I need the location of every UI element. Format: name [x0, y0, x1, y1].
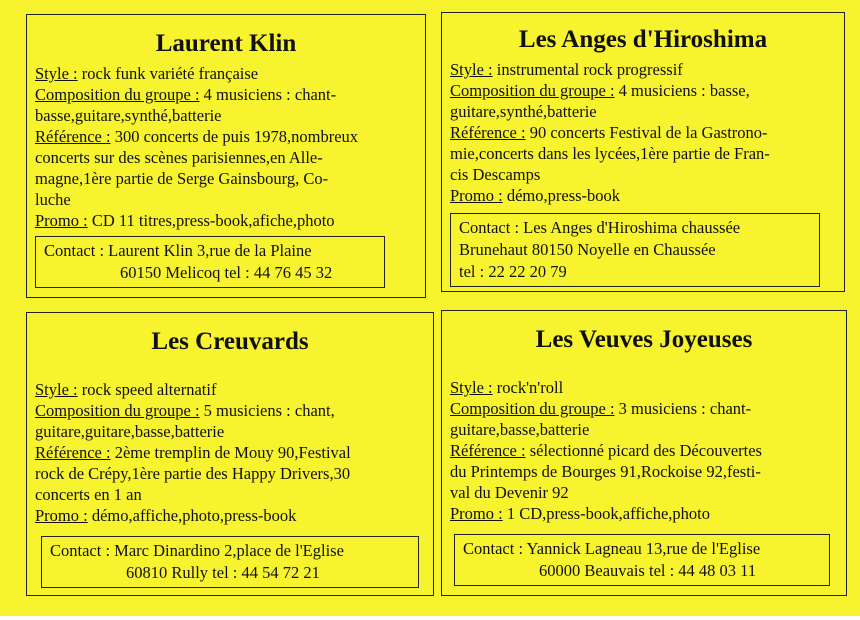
promo-label: Promo : [450, 186, 503, 205]
composition-value: 5 musiciens : chant, [199, 401, 335, 420]
promo-value: démo,affiche,photo,press-book [87, 506, 297, 525]
style-line [450, 377, 838, 398]
reference-line [450, 122, 836, 143]
reference-value: 2ème tremplin de Mouy 90,Festival [110, 443, 351, 462]
composition-label: Composition du groupe : [450, 399, 615, 418]
reference-value: sélectionné picard des Découvertes [525, 441, 762, 460]
band-name: Les Veuves Joyeuses [535, 326, 753, 353]
composition-continued: basse,guitare,synthé,batterie [35, 106, 222, 125]
promo-line [450, 185, 836, 206]
band-card-veuves-joyeuses [441, 310, 847, 596]
reference-continued: mie,concerts dans les lycées,1ère partie de Fran- [450, 144, 770, 163]
reference-value: 90 concerts Festival de la Gastrono- [525, 123, 768, 142]
composition-line [35, 400, 425, 421]
style-label: Style : [35, 64, 78, 83]
reference-continued: concerts sur des scènes parisiennes,en Alle- [35, 148, 323, 167]
promo-line [35, 210, 417, 231]
composition-value: 4 musiciens : basse, [614, 81, 750, 100]
reference-label: Référence : [450, 123, 526, 142]
style-label: Style : [35, 380, 78, 399]
style-value: rock'n'roll [492, 378, 564, 397]
composition-value: 3 musiciens : chant- [614, 399, 752, 418]
promo-label: Promo : [35, 506, 88, 525]
reference-continued: val du Devenir 92 [450, 483, 569, 502]
band-card-laurent-klin [26, 14, 426, 298]
contact-box [450, 213, 820, 287]
promo-label: Promo : [35, 211, 88, 230]
style-line [35, 63, 417, 84]
contact-line: tel : 22 22 20 79 [459, 262, 567, 281]
composition-label: Composition du groupe : [35, 401, 200, 420]
style-line [450, 59, 836, 80]
composition-continued: guitare,synthé,batterie [450, 102, 597, 121]
reference-line [35, 442, 425, 463]
band-name: Laurent Klin [155, 30, 297, 57]
band-card-les-creuvards [26, 312, 434, 596]
reference-label: Référence : [35, 127, 111, 146]
reference-continued: luche [35, 190, 71, 209]
reference-continued: concerts en 1 an [35, 485, 142, 504]
reference-continued: magne,1ère partie de Serge Gainsbourg, Co- [35, 169, 329, 188]
contact-line: 60810 Rully tel : 44 54 72 21 [126, 563, 320, 582]
promo-value: CD 11 titres,press-book,afiche,photo [87, 211, 335, 230]
contact-line: 60150 Melicoq tel : 44 76 45 32 [120, 263, 333, 282]
reference-line [35, 126, 417, 147]
promo-value: 1 CD,press-book,affiche,photo [502, 504, 710, 523]
reference-continued: rock de Crépy,1ère partie des Happy Drivers,30 [35, 464, 351, 483]
style-line [35, 379, 425, 400]
promo-line [35, 505, 425, 526]
style-value: rock funk variété française [77, 64, 259, 83]
contact-line: Contact : Yannick Lagneau 13,rue de l'Eglise [463, 539, 761, 558]
reference-value: 300 concerts de puis 1978,nombreux [110, 127, 359, 146]
contact-box [454, 534, 830, 586]
style-value: rock speed alternatif [77, 380, 217, 399]
reference-continued: du Printemps de Bourges 91,Rockoise 92,festi- [450, 462, 761, 481]
contact-line: Contact : Laurent Klin 3,rue de la Plaine [44, 241, 312, 260]
contact-line: 60000 Beauvais tel : 44 48 03 11 [539, 561, 757, 580]
band-name: Les Anges d'Hiroshima [518, 26, 768, 53]
composition-line [450, 398, 838, 419]
reference-label: Référence : [450, 441, 526, 460]
promo-value: démo,press-book [502, 186, 621, 205]
contact-line: Contact : Marc Dinardino 2,place de l'Eglise [50, 541, 344, 560]
band-name: Les Creuvards [151, 328, 309, 355]
reference-line [450, 440, 838, 461]
composition-value: 4 musiciens : chant- [199, 85, 337, 104]
composition-continued: guitare,basse,batterie [450, 420, 590, 439]
contact-line: Brunehaut 80150 Noyelle en Chaussée [459, 240, 716, 259]
style-label: Style : [450, 60, 493, 79]
contact-line: Contact : Les Anges d'Hiroshima chaussée [459, 218, 741, 237]
composition-line [450, 80, 836, 101]
composition-line [35, 84, 417, 105]
band-card-anges-hiroshima [441, 12, 845, 292]
composition-continued: guitare,guitare,basse,batterie [35, 422, 225, 441]
style-value: instrumental rock progressif [492, 60, 683, 79]
promo-line [450, 503, 838, 524]
reference-continued: cis Descamps [450, 165, 541, 184]
reference-label: Référence : [35, 443, 111, 462]
contact-box [35, 236, 385, 288]
style-label: Style : [450, 378, 493, 397]
promo-label: Promo : [450, 504, 503, 523]
contact-box [41, 536, 419, 588]
composition-label: Composition du groupe : [450, 81, 615, 100]
composition-label: Composition du groupe : [35, 85, 200, 104]
